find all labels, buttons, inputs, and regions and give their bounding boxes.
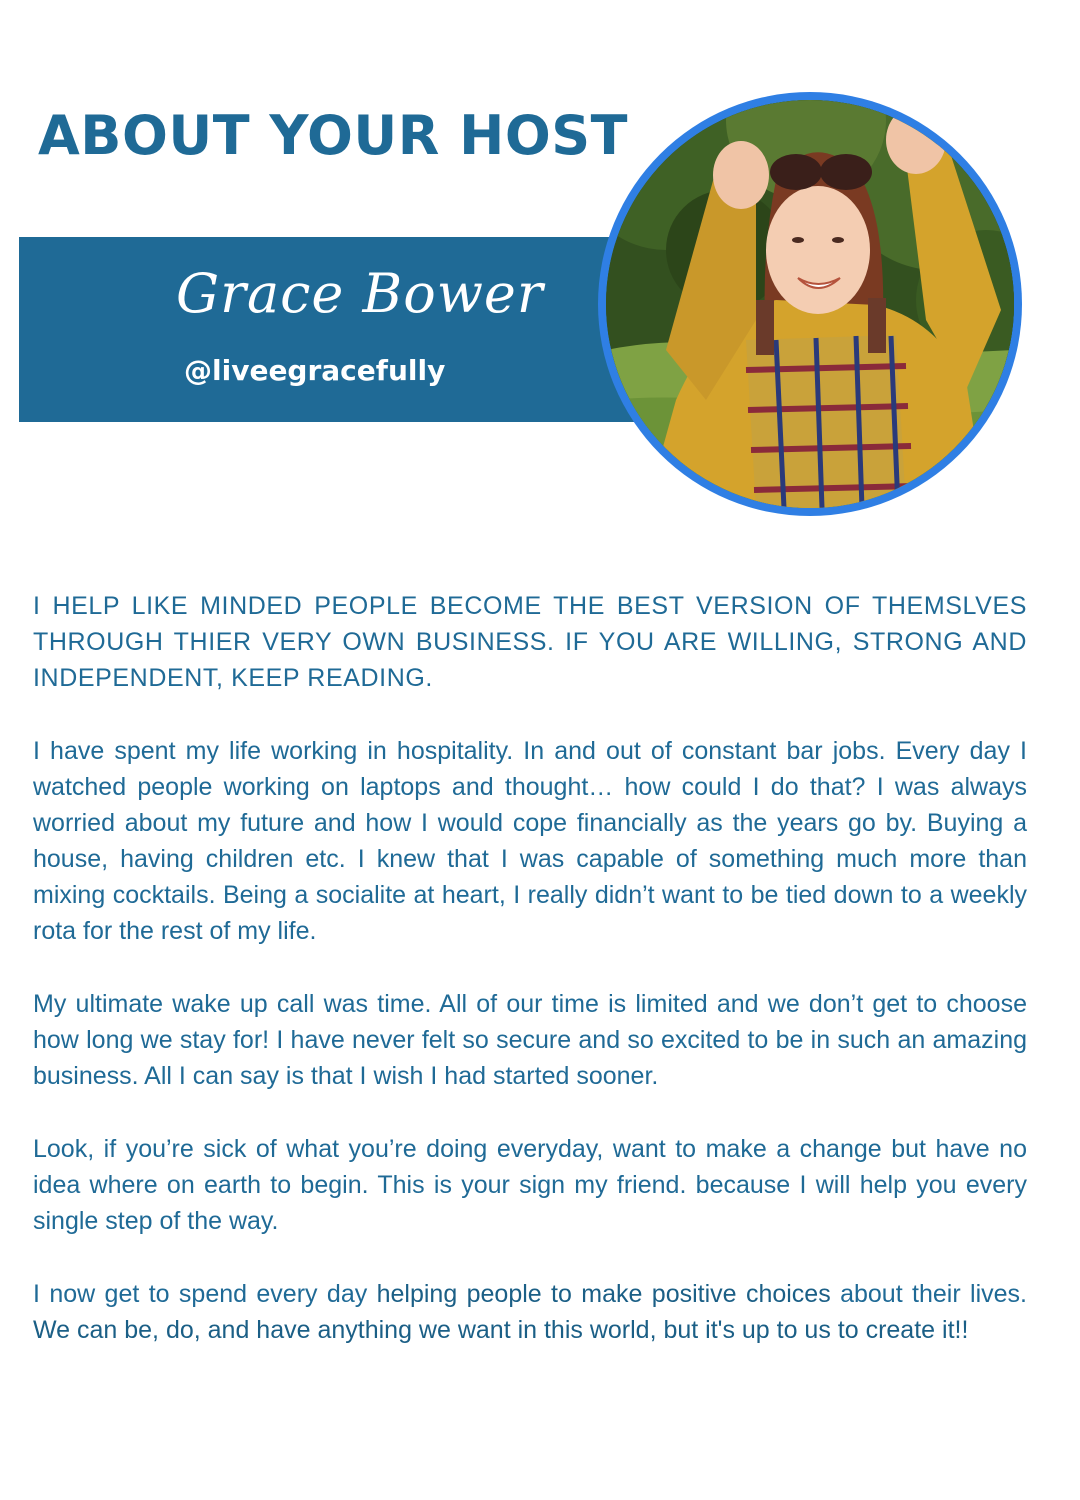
host-social-handle: @liveegracefully: [184, 354, 446, 387]
host-name: Grace Bower: [176, 262, 544, 325]
bio-paragraph-4-closing: We can be, do, and have anything we want in this world, but it's up to us to create it!!: [33, 1316, 969, 1344]
bio-paragraph-2: My ultimate wake up call was time. All of our time is limited and we don’t get to choose how long we stay for! I have never felt so secure and so excited to be in such an amazing business. All I can say is that I wish I had started sooner.: [33, 990, 1027, 1090]
bio-paragraph-3: Look, if you’re sick of what you’re doing everyday, want to make a change but have no idea where on earth to begin. This is your sign my friend. because I will help you every single step of the way.: [33, 1135, 1027, 1235]
bio-paragraph-4-part3: about their lives.: [830, 1280, 1027, 1308]
host-bio: [33, 588, 1027, 1385]
bio-paragraph-4-highlight: helping people to make positive choices: [376, 1280, 831, 1308]
intro-paragraph: I HELP LIKE MINDED PEOPLE BECOME THE BEST VERSION OF THEMSLVES THROUGH THIER VERY OWN BUSINESS. IF YOU ARE WILLING, STRONG AND INDEPENDENT, KEEP READING.: [33, 592, 1027, 692]
bio-paragraph-1: I have spent my life working in hospitality. In and out of constant bar jobs. Every day I watched people working on laptops and thought… how could I do that? I was always worried about my future and how I would cope financially as the years go by. Buying a house, having children etc. I knew that I was capable of something much more than mixing cocktails. Being a socialite at heart, I really didn’t want to be tied down to a weekly rota for the rest of my life.: [33, 737, 1027, 945]
bio-paragraph-4-part1: I now get to spend every day: [33, 1280, 377, 1308]
host-portrait-photo: [606, 100, 1014, 508]
page-title: ABOUT YOUR HOST: [38, 104, 628, 167]
bio-paragraph-4: [33, 1276, 1027, 1348]
